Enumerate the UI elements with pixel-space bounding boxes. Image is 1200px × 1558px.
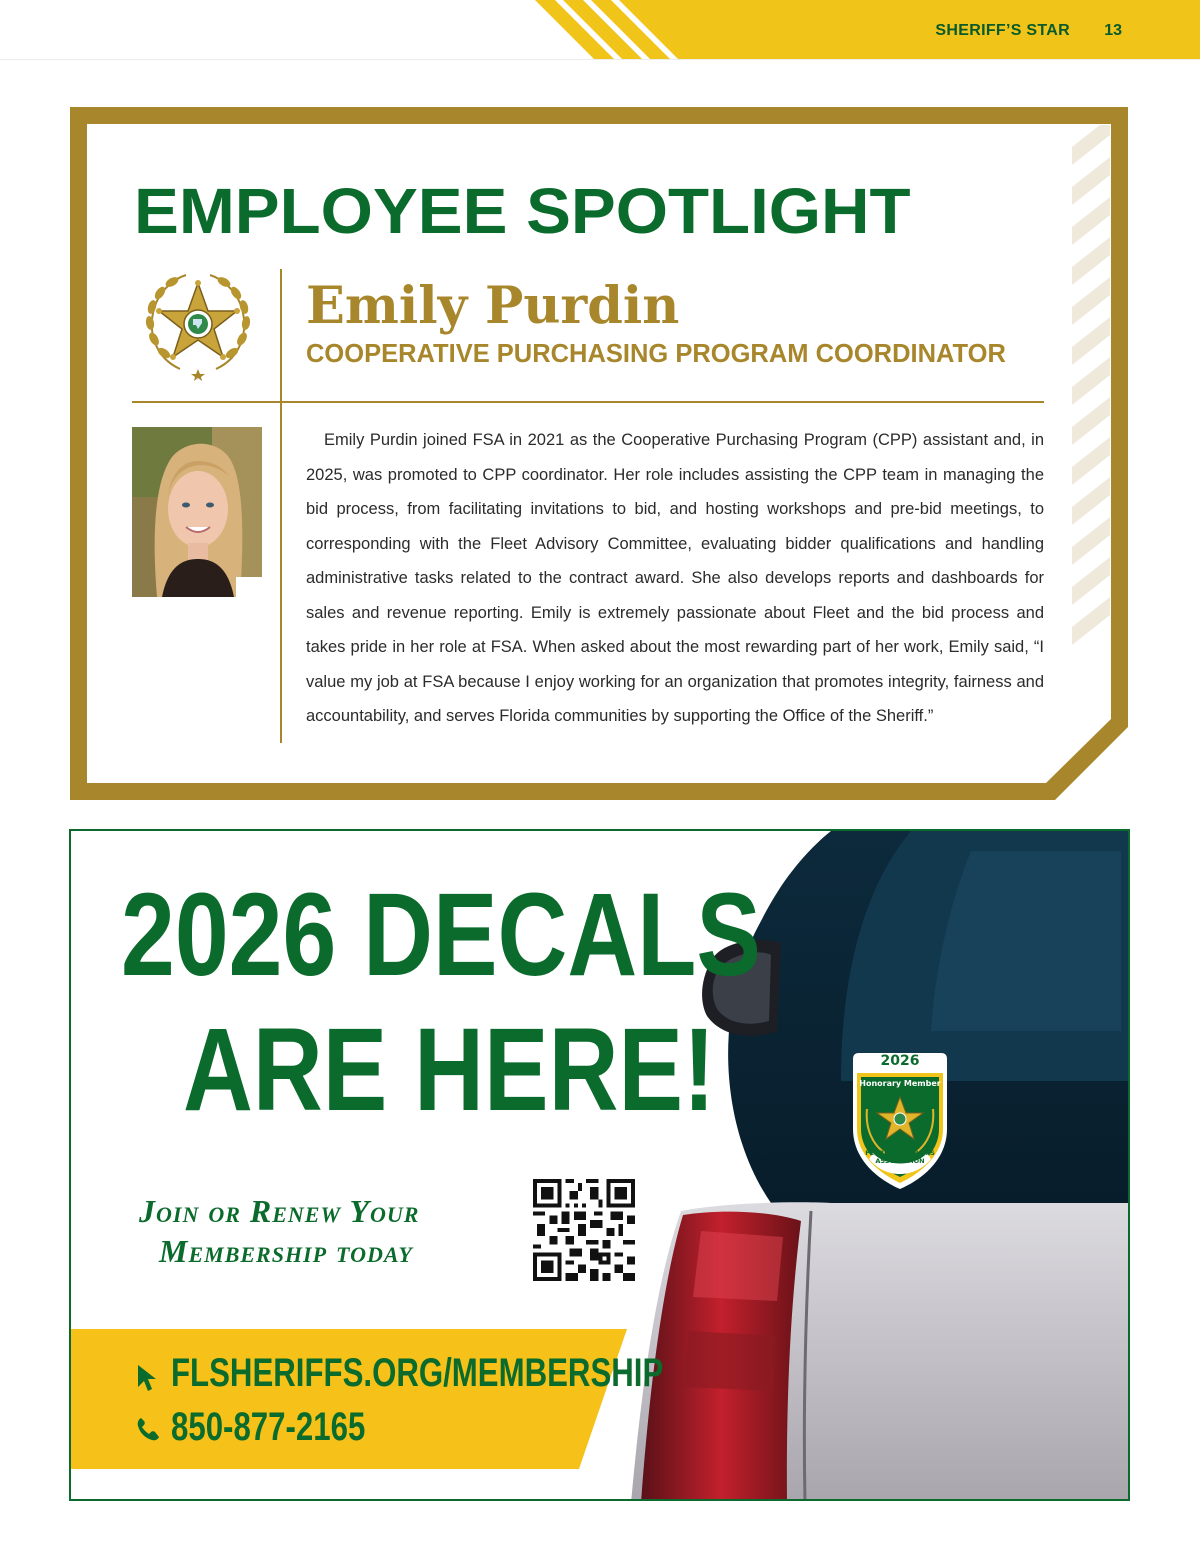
spotlight-heading: EMPLOYEE SPOTLIGHT [134,175,911,247]
membership-url[interactable]: FLSHERIFFS.ORG/MEMBERSHIP [171,1351,664,1395]
ad-cta-line1: Join or Renew Your [139,1193,420,1229]
decal-year: 2026 [880,1053,920,1069]
decal-org-label: FLORIDA SHERIFFS ASSOCIATION [865,1149,935,1165]
employee-spotlight [70,107,1128,800]
employee-photo [132,427,262,597]
qr-code[interactable] [533,1179,635,1281]
page-number: 13 [1104,22,1122,39]
employee-job-title: COOPERATIVE PURCHASING PROGRAM COORDINATOR [306,340,1006,368]
sheriff-star-icon [140,269,256,381]
employee-name: Emily Purdin [306,276,680,336]
header-rule [0,59,1200,60]
phone-icon [135,1415,161,1443]
cursor-icon [135,1363,161,1393]
publication-title: SHERIFF’S STAR [935,22,1070,39]
ad-headline-line1: 2026 DECALS [121,869,761,1001]
decals-advertisement [69,829,1130,1501]
vertical-divider [280,269,282,743]
horizontal-divider [132,401,1044,403]
membership-phone[interactable]: 850-877-2165 [171,1405,366,1449]
decal-member-label: Honorary Member [859,1079,941,1088]
employee-bio: Emily Purdin joined FSA in 2021 as the Cooperative Purchasing Program (CPP) assistant and, in 2025, was promoted to CPP coordinator. Her role includes assisting the CPP team in managing the bid process, from facilitating invitations to bid, and hosting workshops and pre-bid meetings, to corresponding with the Fleet Advisory Committee, evaluating bidder qualifications and handling administrative tasks related to the contract award. She also develops reports and dashboards for sales and revenue reporting. Emily is extremely passionate about Fleet and the bid process and takes pride in her role at FSA. When asked about the most rewarding part of her work, Emily said, “I value my job at FSA because I enjoy working for an organization that promotes integrity, fairness and accountability, and serves Florida communities by supporting the Office of the Sheriff.” [306,431,1044,725]
ad-headline-line2: ARE HERE! [183,1004,716,1136]
ad-cta-line2: Membership today [159,1233,413,1269]
page-header [0,0,1200,60]
decal-badge-icon [851,1049,949,1191]
yellow-banner [71,1329,671,1469]
